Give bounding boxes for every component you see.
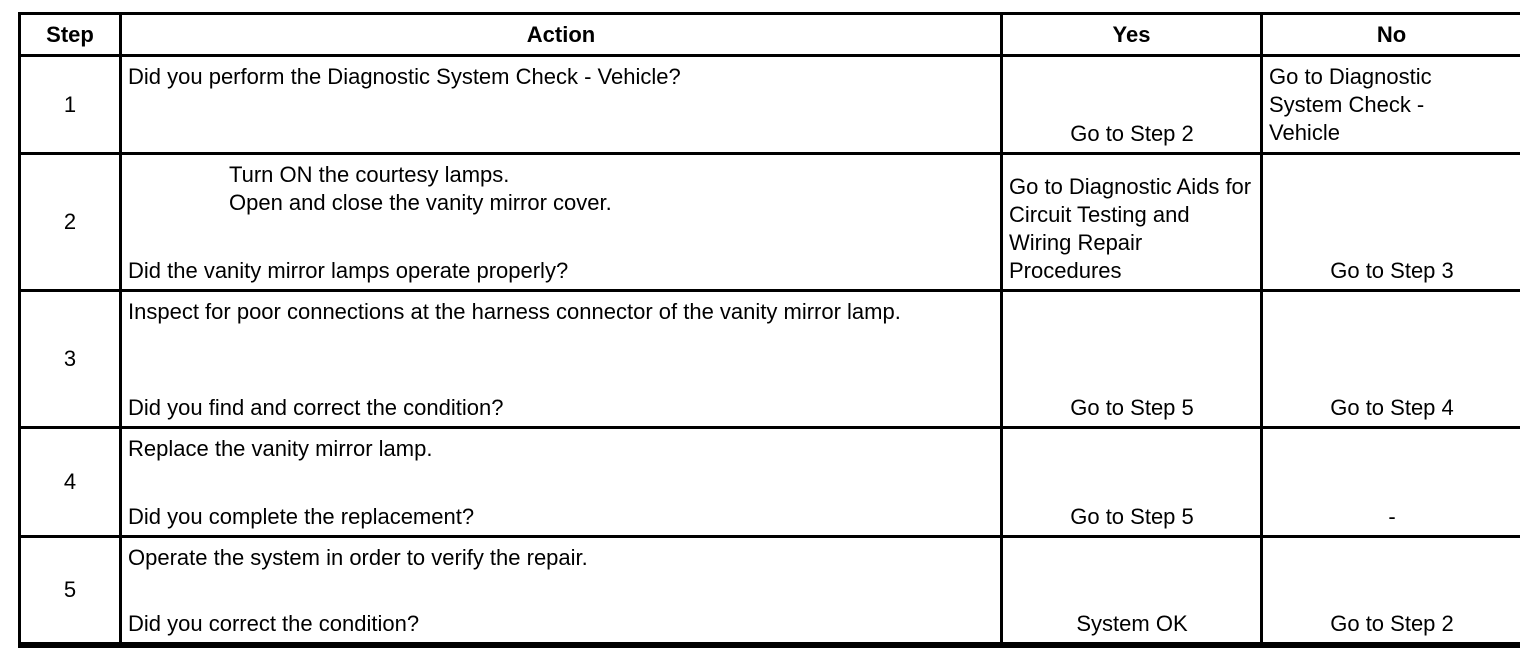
action-cell [122,429,1000,535]
yes-result [1003,292,1260,426]
yes-result-text: Go to Diagnostic Aids for Circuit Testing and Wiring Repair Procedures [1009,174,1252,283]
no-result [1263,57,1520,152]
header-action: Action [122,15,1000,54]
action-instruction: Open and close the vanity mirror cover. [229,190,612,215]
no-result-text: Go to Diagnostic System Check - Vehicle [1269,64,1432,145]
step-number: 2 [21,155,119,289]
yes-result-text: Go to Step 5 [1070,395,1194,420]
step-number: 3 [21,292,119,426]
no-result-text: Go to Step 3 [1330,258,1454,283]
action-instruction: Turn ON the courtesy lamps. [229,162,510,187]
no-result [1263,429,1520,535]
header-step: Step [21,15,119,54]
no-result-text: - [1388,504,1396,529]
action-cell [122,57,1000,152]
action-text: Operate the system in order to verify the repair. [128,545,588,570]
action-instructions [128,161,994,217]
yes-result [1003,57,1260,152]
no-result [1263,292,1520,426]
action-question: Did you correct the condition? [128,611,420,636]
no-result [1263,155,1520,289]
step-number: 4 [21,429,119,535]
header-no: No [1263,15,1520,54]
yes-result [1003,155,1260,289]
step-number: 1 [21,57,119,152]
action-text: Did you perform the Diagnostic System Check - Vehicle? [128,64,681,89]
action-cell [122,155,1000,289]
action-text: Replace the vanity mirror lamp. [128,436,433,461]
action-text: Inspect for poor connections at the harness connector of the vanity mirror lamp. [128,299,901,324]
diagnostic-table [18,12,1520,648]
action-question: Did the vanity mirror lamps operate properly? [128,258,569,283]
step-number: 5 [21,538,119,642]
action-cell [122,538,1000,642]
yes-result [1003,429,1260,535]
action-cell [122,292,1000,426]
yes-result-text: System OK [1076,611,1188,636]
action-question: Did you complete the replacement? [128,504,475,529]
no-result [1263,538,1520,642]
header-yes: Yes [1003,15,1260,54]
yes-result-text: Go to Step 2 [1070,121,1194,146]
no-result-text: Go to Step 4 [1330,395,1454,420]
yes-result [1003,538,1260,642]
yes-result-text: Go to Step 5 [1070,504,1194,529]
no-result-text: Go to Step 2 [1330,611,1454,636]
action-question: Did you find and correct the condition? [128,395,504,420]
